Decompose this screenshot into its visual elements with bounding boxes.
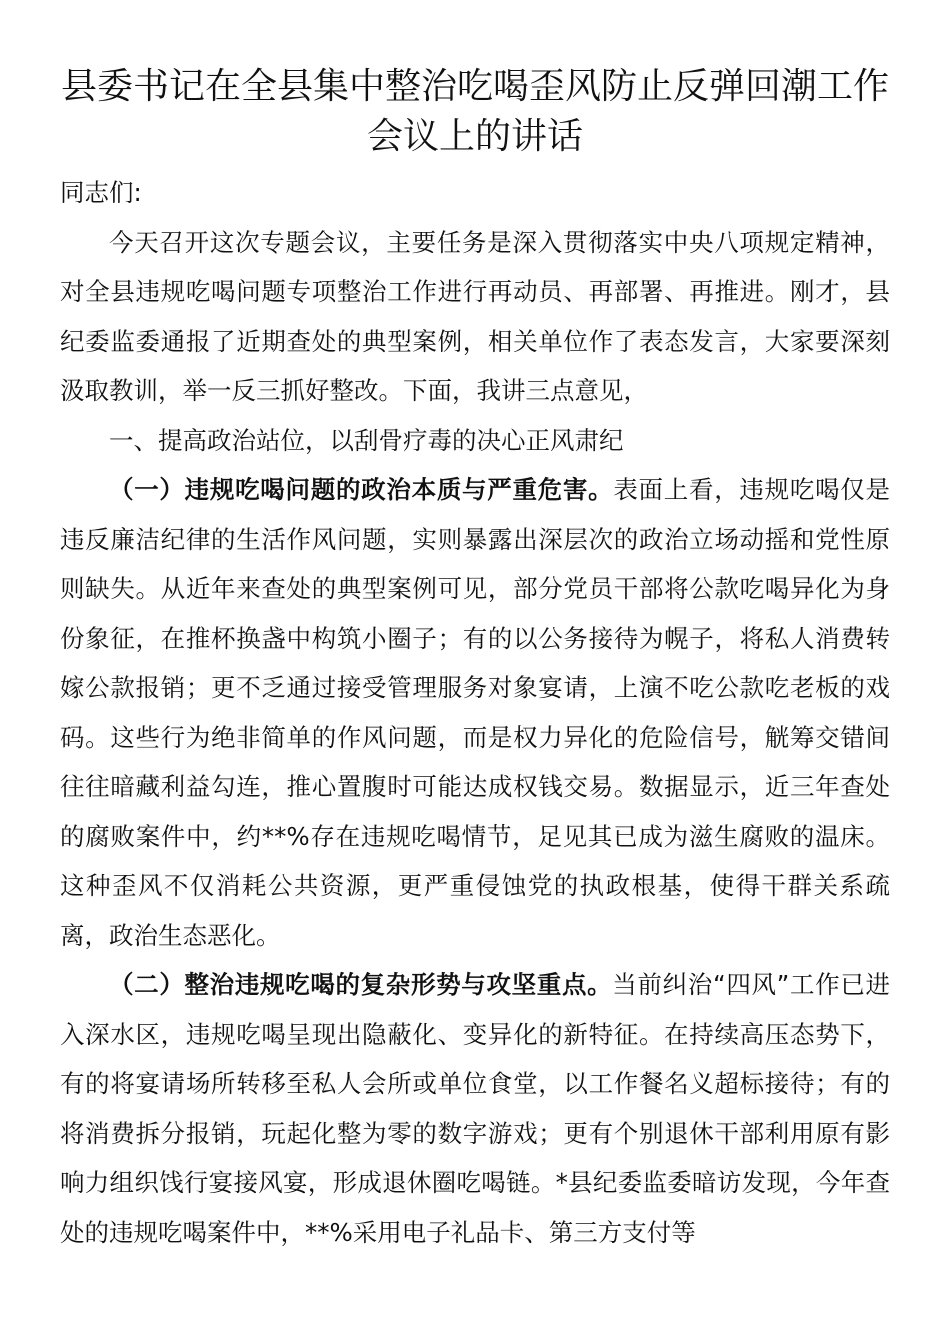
title-line-1: 县委书记在全县集中整治吃喝歪风防止反弹回潮工作 (60, 66, 889, 107)
subsection-1-paragraph (60, 465, 890, 960)
intro-paragraph: 今天召开这次专题会议，主要任务是深入贯彻落实中央八项规定精神，对全县违规吃喝问题专项整治工作进行再动员、再部署、再推进。刚才，县纪委监委通报了近期查处的典型案例，相关单位作了表态发言，大家要深刻汲取教训，举一反三抓好整改。下面，我讲三点意见， (60, 227, 890, 405)
subsection-2-paragraph (60, 960, 890, 1257)
subsection-2-heading: （二）整治违规吃喝的复杂形势与攻坚重点。 (109, 970, 613, 999)
document-title (60, 62, 890, 162)
title-line-2: 会议上的讲话 (366, 116, 583, 157)
salutation: 同志们: (60, 178, 142, 207)
subsection-1-heading: （一）违规吃喝问题的政治本质与严重危害。 (109, 475, 614, 504)
subsection-1-text: 表面上看，违规吃喝仅是违反廉洁纪律的生活作风问题，实则暴露出深层次的政治立场动摇和党性原则缺失。从近年来查处的典型案例可见，部分党员干部将公款吃喝异化为身份象征，在推杯换盏中构筑小圈子；有的以公务接待为幌子，将私人消费转嫁公款报销；更不乏通过接受管理服务对象宴请，上演不吃公款吃老板的戏码。这些行为绝非简单的作风问题，而是权力异化的危险信号，觥筹交错间往往暗藏利益勾连，推心置腹时可能达成权钱交易。数据显示，近三年查处的腐败案件中，约**%存在违规吃喝情节，足见其已成为滋生腐败的温床。这种歪风不仅消耗公共资源，更严重侵蚀党的执政根基，使得干群关系疏离，政治生态恶化。 (60, 475, 891, 950)
section-heading-1: 一、提高政治站位，以刮骨疗毒的决心正风肃纪 (109, 425, 624, 455)
subsection-2-text: 当前纠治“四风”工作已进入深水区，违规吃喝呈现出隐蔽化、变异化的新特征。在持续高压态势下，有的将宴请场所转移至私人会所或单位食堂，以工作餐名义超标接待；有的将消费拆分报销，玩起化整为零的数字游戏；更有个别退休干部利用原有影响力组织饯行宴接风宴，形成退休圈吃喝链。*县纪委监委暗访发现，今年查处的违规吃喝案件中，**%采用电子礼品卡、第三方支付等 (60, 970, 890, 1247)
